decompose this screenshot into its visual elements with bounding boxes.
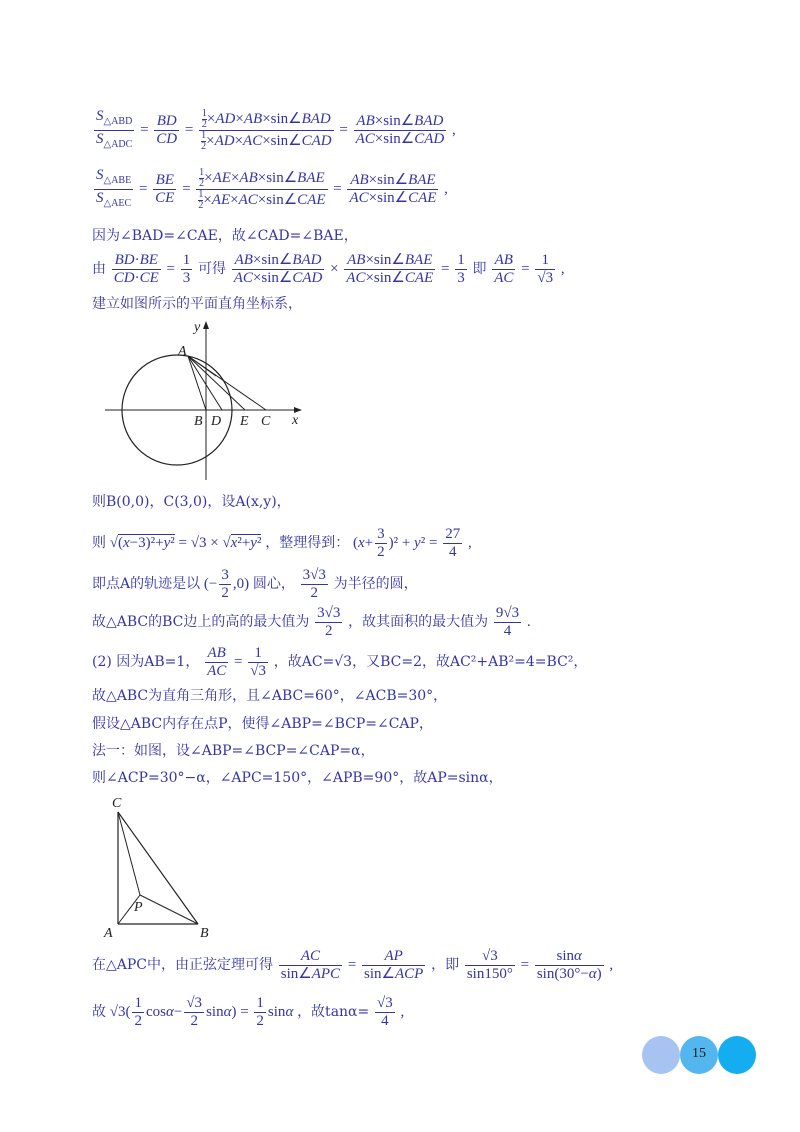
label-p: P	[134, 900, 143, 915]
label-e: E	[240, 414, 249, 429]
formula-line-15: 在△APC中，由正弦定理可得 $\frac{AC}{\text{sin∠APC}}$ = $\frac{AP}{\text{sin∠ACP}}$ ，即 $\frac{√3}{\sin 150^\circ}$ = $\frac{\sin\alpha}{\sin(30^\circ-\alpha)}$ ,	[92, 948, 614, 982]
side-bc	[118, 812, 198, 924]
l9-mid: ，故其面积的最大值为	[348, 613, 489, 630]
l16-mid: ，故tanα=	[297, 1003, 370, 1020]
text-line-6: 则B(0,0)，C(3,0)，设A(x,y)，	[92, 494, 291, 510]
l4-pre: 由	[92, 260, 106, 277]
l15-pre: 在△APC中，由正弦定理可得	[92, 956, 274, 973]
l16-pre: 故	[92, 1003, 106, 1020]
y-axis-arrow	[203, 321, 209, 329]
text-line-13: 法一：如图，设∠ABP=∠BCP=∠CAP=α，	[92, 743, 375, 759]
label-a2: A	[104, 926, 113, 941]
l8-post: 为半径的圆，	[333, 575, 418, 592]
text-line-11: 故△ABC为直角三角形，且∠ABC=60°，∠ACB=30°，	[92, 688, 448, 704]
figure-right-triangle	[100, 792, 220, 942]
text-line-12: 假设△ABC内存在点P，使得∠ABP=∠BCP=∠CAP，	[92, 716, 433, 732]
page-deco-right-circle	[718, 1036, 756, 1074]
l9-pre: 故△ABC的BC边上的高的最大值为	[92, 613, 310, 630]
formula-line-1: $\frac{S_{\triangle ABD}}{S_{\triangle ADC}}$ = $\frac{BD}{CD}$ = $\frac{1}{2}$ ×AD×AB×sin∠BAD $\frac{1}{2}$ ×AD×AC×sin∠CAD = $\frac{\text{AB×sin∠BAD}}{\text{AC×sin∠CAD}}$ ,	[96, 108, 456, 152]
label-y: y	[194, 320, 201, 335]
formula-line-4: 由 $\frac{BD\cdot BE}{CD\cdot CE}$ = $\frac{1}{3}$ 可得 $\frac{\text{AB×sin∠BAD}}{\text{AC×sin∠CAD}}$ × $\frac{\text{AB×sin∠BAE}}{\text{AC×sin∠CAE}}$ = $\frac{1}{3}$ 即 $\frac{AB}{AC}$ = $\frac{1}{√3}$ ,	[92, 252, 565, 286]
formula-line-7: 则 √(x−3)²+y² = √3 × √x²+y² ，整理得到： (x+ $\frac{3}{2}$ )² + y² = $\frac{27}{4}$ ,	[92, 526, 472, 560]
formula-line-10: (2) 因为AB=1， $\frac{AB}{AC}$ = $\frac{1}{√3}$ ，故AC=√3，又BC=2，故AC²+AB²=4=BC²，	[92, 645, 588, 679]
page-number: 15	[692, 1046, 706, 1061]
l10-post: ，故AC=√3，又BC=2，故AC²+AB²=4=BC²，	[273, 653, 588, 670]
label-b2: B	[200, 926, 209, 941]
l10-pre: (2) 因为AB=1，	[92, 653, 200, 670]
formula-line-2: $\frac{S_{\triangle ABE}}{S_{\triangle AEC}}$ = $\frac{BE}{CE}$ = $\frac{1}{2}$ ×AE×AB×sin∠BAE $\frac{1}{2}$ ×AE×AC×sin∠CAE = $\frac{\text{AB×sin∠BAE}}{\text{AC×sin∠CAE}}$ ,	[96, 167, 448, 211]
l4-post: 即	[472, 260, 487, 277]
label-a: A	[178, 344, 187, 359]
label-x: x	[292, 413, 299, 428]
text-line-5: 建立如图所示的平面直角坐标系，	[92, 296, 302, 312]
page-deco-left-circle	[642, 1036, 680, 1074]
formula-line-16: 故 √3( $\frac{1}{2}$ cosα− $\frac{√3}{2}$ sinα) = $\frac{1}{2}$ sinα ，故tanα= $\frac{√3}{4}$ ,	[92, 995, 405, 1029]
text-line-14: 则∠ACP=30°−α，∠APC=150°，∠APB=90°，故AP=sinα，	[92, 770, 503, 786]
l8-mid: 圆心，	[252, 575, 295, 592]
text-line-3: 因为∠BAD=∠CAE，故∠CAD=∠BAE，	[92, 228, 358, 244]
l15-mid: ，即	[431, 956, 460, 973]
formula-line-9: 故△ABC的BC边上的高的最大值为 $\frac{3√3}{2}$ ，故其面积的最大值为 $\frac{9√3}{4}$ .	[92, 605, 531, 639]
label-d: D	[211, 414, 222, 429]
figure-coordinate-circle	[100, 318, 315, 488]
segment-a-mid	[188, 356, 216, 376]
l7-mid: ，整理得到：	[265, 534, 350, 551]
l8-pre: 即点A的轨迹是以	[92, 575, 201, 592]
l4-mid: 可得	[197, 260, 226, 277]
label-c2: C	[112, 796, 122, 811]
l7-pre: 则	[92, 534, 106, 551]
segment-pb	[140, 895, 198, 924]
label-c: C	[261, 414, 271, 429]
label-b: B	[194, 414, 203, 429]
formula-line-8: 即点A的轨迹是以 (− $\frac{3}{2}$ ,0) 圆心， $\frac{3√3}{2}$ 为半径的圆，	[92, 567, 418, 601]
segment-pc	[118, 812, 140, 895]
